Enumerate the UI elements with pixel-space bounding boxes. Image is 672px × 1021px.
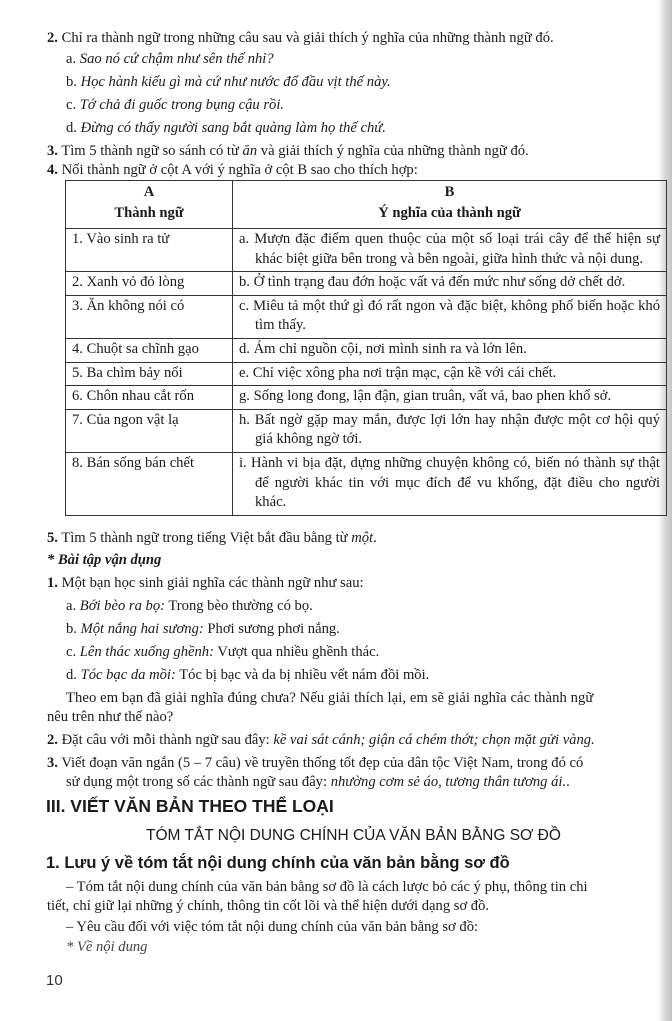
idiom-cell: 2. Xanh vỏ đỏ lòng (66, 272, 233, 296)
apply-q1-followup-line2: nêu trên như thế nào? (47, 709, 174, 725)
table-row (66, 295, 667, 338)
section-3-para1-line2: tiết, chỉ giữ lại những ý chính, thông tin cốt lõi và thể hiện dưới dạng sơ đồ. (47, 898, 490, 914)
meaning-cell: i. Hành vi bịa đặt, dựng những chuyện không có, biến nó thành sự thật để người khác tin với mục đích để vu khống, đặt điều cho người khác. (233, 452, 667, 515)
meaning-cell: h. Bất ngờ gặp may mắn, được lợi lớn hay nhận được một cơ hội quý giá không ngờ tới. (233, 409, 667, 452)
column-a-header: A Thành ngữ (66, 181, 233, 229)
meaning-cell: a. Mượn đặc điểm quen thuộc của một số loại trái cây để thể hiện sự khác biệt giữa bên trong và bên ngoài, giữa hình thức và nội dung. (233, 229, 667, 272)
content-subitem: * Về nội dung (66, 939, 148, 955)
apply-q1-item-c: c. Lên thác xuống ghềnh: Vượt qua nhiều ghềnh thác. (66, 644, 380, 660)
q2-item-a: a. Sao nó cứ chậm như sên thế nhỉ? (66, 51, 274, 67)
meaning-cell: b. Ở tình trạng đau đớn hoặc vất vả đến mức như sống dở chết dở. (233, 272, 667, 296)
q2-item-b: b. Học hành kiểu gì mà cứ như nước đổ đầu vịt thế này. (66, 74, 391, 90)
table-row (66, 338, 667, 362)
table-row (66, 229, 667, 272)
page-number: 10 (46, 972, 63, 989)
meaning-cell: d. Ám chỉ nguồn cội, nơi mình sinh ra và lớn lên. (233, 338, 667, 362)
section-3-subheading: TÓM TẮT NỘI DUNG CHÍNH CỦA VĂN BẢN BẰNG SƠ ĐỒ (146, 827, 561, 844)
apply-q1-prompt: 1. Một bạn học sinh giải nghĩa các thành ngữ như sau: (47, 575, 364, 591)
table-row (66, 272, 667, 296)
q2-number: 2. (47, 30, 58, 46)
q3-prompt: 3. Tìm 5 thành ngữ so sánh có từ ăn và giải thích ý nghĩa của những thành ngữ đó. (47, 143, 529, 159)
apply-q1-item-d: d. Tóc bạc da mồi: Tóc bị bạc và da bị nhiều vết nám đồi mồi. (66, 667, 430, 683)
table-row (66, 362, 667, 386)
idiom-cell: 4. Chuột sa chĩnh gạo (66, 338, 233, 362)
applied-exercises-heading: * Bài tập vận dụng (47, 552, 162, 568)
meaning-cell: g. Sống long đong, lận đận, gian truân, vất vả, bao phen khổ sở. (233, 386, 667, 410)
idiom-cell: 5. Ba chìm bảy nổi (66, 362, 233, 386)
section-3-para2: – Yêu cầu đối với việc tóm tắt nội dung chính của văn bản bằng sơ đồ: (66, 919, 479, 935)
table-row (66, 452, 667, 515)
q2-item-d: d. Đừng có thấy người sang bắt quàng làm họ thế chứ. (66, 120, 386, 136)
column-b-header: B Ý nghĩa của thành ngữ (233, 181, 667, 229)
apply-q2-prompt: 2. Đặt câu với mỗi thành ngữ sau đây: kề vai sát cánh; giận cá chém thớt; chọn mặt gửi vàng. (47, 732, 595, 748)
table-row (66, 386, 667, 410)
apply-q1-followup-line1: Theo em bạn đã giải nghĩa đúng chưa? Nếu giải thích lại, em sẽ giải nghĩa các thành ngữ (66, 690, 594, 706)
apply-q3-line1: 3. Viết đoạn văn ngắn (5 – 7 câu) về truyền thống tốt đẹp của dân tộc Việt Nam, trong đó có (47, 755, 584, 771)
idiom-matching-table (65, 180, 667, 516)
section-3-heading: III. VIẾT VĂN BẢN THEO THỂ LOẠI (46, 796, 334, 816)
q2-text: Chỉ ra thành ngữ trong những câu sau và giải thích ý nghĩa của những thành ngữ đó. (57, 30, 554, 46)
idiom-cell: 8. Bán sống bán chết (66, 452, 233, 515)
q2-prompt (47, 28, 554, 48)
q5-prompt: 5. Tìm 5 thành ngữ trong tiếng Việt bắt đầu bằng từ một. (47, 530, 377, 546)
apply-q3-line2: sử dụng một trong số các thành ngữ sau đây: nhường cơm sẻ áo, tương thân tương ái.. (66, 774, 570, 790)
q4-prompt: 4. Nối thành ngữ ở cột A với ý nghĩa ở cột B sao cho thích hợp: (47, 162, 418, 178)
apply-q1-item-a: a. Bới bèo ra bọ: Trong bèo thường có bọ. (66, 598, 313, 614)
table-row (66, 409, 667, 452)
idiom-cell: 7. Của ngon vật lạ (66, 409, 233, 452)
q2-item-c: c. Tớ chả đi guốc trong bụng cậu rồi. (66, 97, 285, 113)
apply-q1-item-b: b. Một nắng hai sương: Phơi sương phơi nắng. (66, 621, 340, 637)
meaning-cell: e. Chỉ việc xông pha nơi trận mạc, cận kề với cái chết. (233, 362, 667, 386)
idiom-cell: 1. Vào sinh ra tử (66, 229, 233, 272)
meaning-cell: c. Miêu tả một thứ gì đó rất ngon và đặc biệt, không phổ biến hoặc khó tìm thấy. (233, 295, 667, 338)
idiom-cell: 3. Ăn không nói có (66, 295, 233, 338)
table-header-row (66, 181, 667, 229)
idiom-cell: 6. Chôn nhau cắt rốn (66, 386, 233, 410)
part-1-heading: 1. Lưu ý về tóm tắt nội dung chính của văn bản bằng sơ đồ (46, 854, 510, 872)
section-3-para1-line1: – Tóm tắt nội dung chính của văn bản bằng sơ đồ là cách lược bỏ các ý phụ, thông tin chi (66, 879, 588, 895)
